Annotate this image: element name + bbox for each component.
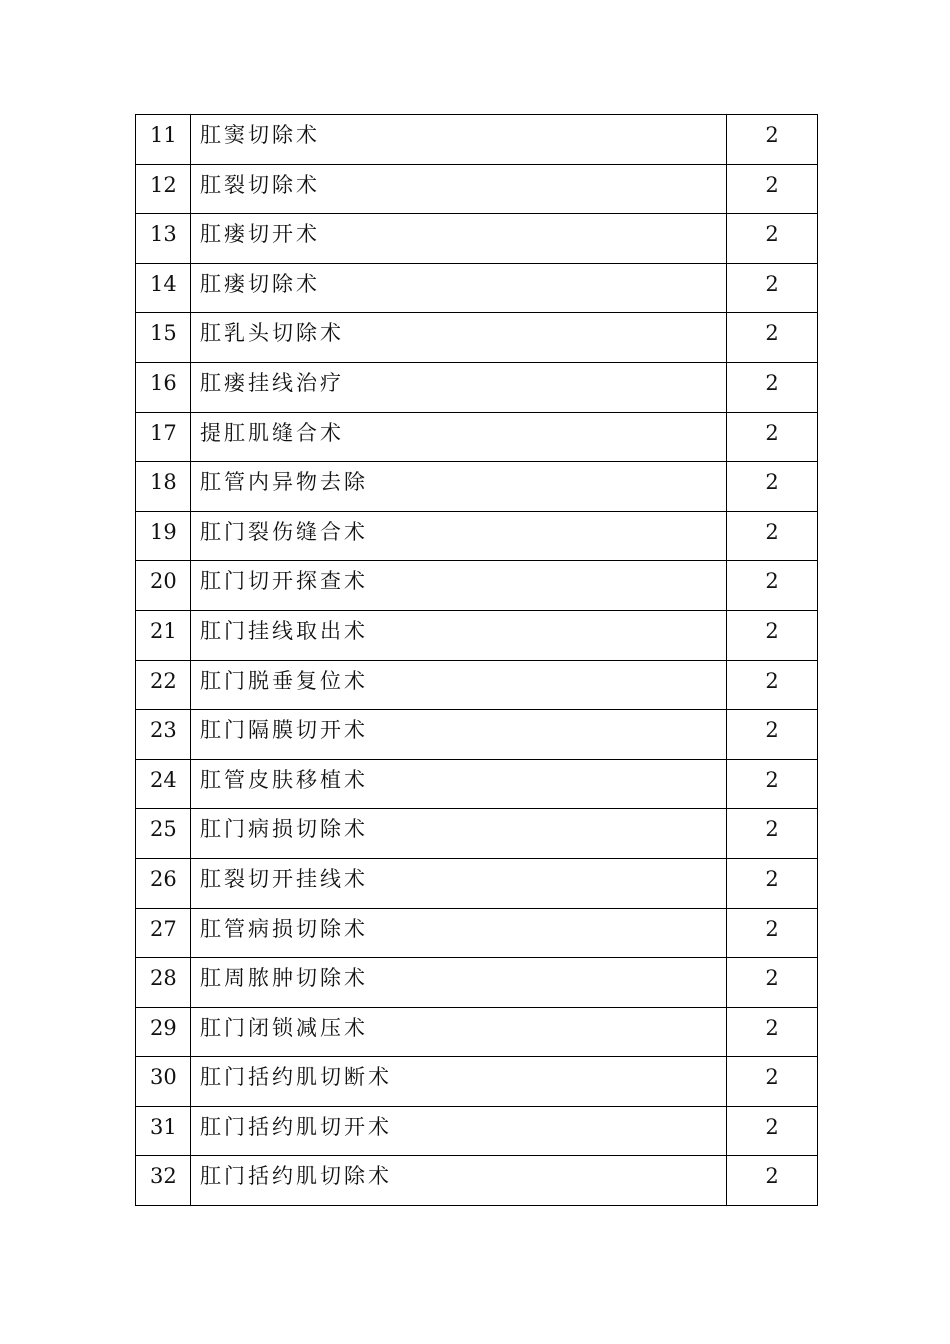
procedure-name-cell: 肛瘘切开术 (191, 214, 727, 264)
table-row (136, 115, 818, 165)
procedure-level-cell: 2 (727, 263, 818, 313)
row-number-cell: 29 (136, 1007, 191, 1057)
procedure-level-cell: 2 (727, 809, 818, 859)
table-row (136, 511, 818, 561)
procedure-name-cell: 肛门隔膜切开术 (191, 710, 727, 760)
procedure-name-cell: 肛周脓肿切除术 (191, 958, 727, 1008)
row-number-cell: 11 (136, 115, 191, 165)
row-number-cell: 21 (136, 610, 191, 660)
table-row (136, 958, 818, 1008)
procedure-level-cell: 2 (727, 610, 818, 660)
row-number-cell: 14 (136, 263, 191, 313)
row-number-cell: 27 (136, 908, 191, 958)
procedure-level-cell: 2 (727, 115, 818, 165)
table-row (136, 164, 818, 214)
table-row (136, 710, 818, 760)
table-row (136, 1007, 818, 1057)
procedure-name-cell: 肛乳头切除术 (191, 313, 727, 363)
procedure-name-cell: 肛门括约肌切开术 (191, 1106, 727, 1156)
procedure-name-cell: 肛瘘挂线治疗 (191, 362, 727, 412)
procedure-level-cell: 2 (727, 1106, 818, 1156)
procedure-level-cell: 2 (727, 908, 818, 958)
row-number-cell: 16 (136, 362, 191, 412)
table-row (136, 362, 818, 412)
row-number-cell: 32 (136, 1156, 191, 1206)
table-row (136, 660, 818, 710)
row-number-cell: 25 (136, 809, 191, 859)
row-number-cell: 31 (136, 1106, 191, 1156)
procedure-level-cell: 2 (727, 412, 818, 462)
procedure-name-cell: 肛窦切除术 (191, 115, 727, 165)
row-number-cell: 28 (136, 958, 191, 1008)
procedure-name-cell: 提肛肌缝合术 (191, 412, 727, 462)
row-number-cell: 17 (136, 412, 191, 462)
procedure-name-cell: 肛门脱垂复位术 (191, 660, 727, 710)
table-row (136, 561, 818, 611)
procedure-name-cell: 肛门括约肌切断术 (191, 1057, 727, 1107)
procedure-level-cell: 2 (727, 511, 818, 561)
row-number-cell: 18 (136, 462, 191, 512)
table-row (136, 1106, 818, 1156)
procedure-table (135, 114, 818, 1206)
row-number-cell: 23 (136, 710, 191, 760)
procedure-level-cell: 2 (727, 1007, 818, 1057)
procedure-name-cell: 肛门闭锁减压术 (191, 1007, 727, 1057)
procedure-level-cell: 2 (727, 313, 818, 363)
table-row (136, 462, 818, 512)
table-row (136, 809, 818, 859)
row-number-cell: 20 (136, 561, 191, 611)
row-number-cell: 19 (136, 511, 191, 561)
table-row (136, 1156, 818, 1206)
procedure-name-cell: 肛裂切除术 (191, 164, 727, 214)
table-row (136, 313, 818, 363)
procedure-level-cell: 2 (727, 759, 818, 809)
row-number-cell: 15 (136, 313, 191, 363)
procedure-name-cell: 肛瘘切除术 (191, 263, 727, 313)
procedure-level-cell: 2 (727, 958, 818, 1008)
procedure-level-cell: 2 (727, 164, 818, 214)
row-number-cell: 12 (136, 164, 191, 214)
table-row (136, 858, 818, 908)
procedure-level-cell: 2 (727, 1057, 818, 1107)
table-row (136, 263, 818, 313)
procedure-level-cell: 2 (727, 214, 818, 264)
procedure-name-cell: 肛管病损切除术 (191, 908, 727, 958)
row-number-cell: 13 (136, 214, 191, 264)
table-row (136, 759, 818, 809)
procedure-name-cell: 肛门切开探查术 (191, 561, 727, 611)
table-row (136, 610, 818, 660)
row-number-cell: 22 (136, 660, 191, 710)
row-number-cell: 30 (136, 1057, 191, 1107)
procedure-name-cell: 肛门裂伤缝合术 (191, 511, 727, 561)
procedure-level-cell: 2 (727, 710, 818, 760)
table-row (136, 1057, 818, 1107)
procedure-name-cell: 肛门挂线取出术 (191, 610, 727, 660)
procedure-name-cell: 肛门病损切除术 (191, 809, 727, 859)
procedure-name-cell: 肛门括约肌切除术 (191, 1156, 727, 1206)
row-number-cell: 24 (136, 759, 191, 809)
procedure-level-cell: 2 (727, 858, 818, 908)
procedure-level-cell: 2 (727, 462, 818, 512)
procedure-level-cell: 2 (727, 660, 818, 710)
procedure-name-cell: 肛管内异物去除 (191, 462, 727, 512)
procedure-name-cell: 肛裂切开挂线术 (191, 858, 727, 908)
procedure-level-cell: 2 (727, 1156, 818, 1206)
procedure-level-cell: 2 (727, 362, 818, 412)
table-row (136, 214, 818, 264)
procedure-level-cell: 2 (727, 561, 818, 611)
row-number-cell: 26 (136, 858, 191, 908)
procedure-table-body (136, 115, 818, 1206)
procedure-name-cell: 肛管皮肤移植术 (191, 759, 727, 809)
table-row (136, 908, 818, 958)
table-row (136, 412, 818, 462)
